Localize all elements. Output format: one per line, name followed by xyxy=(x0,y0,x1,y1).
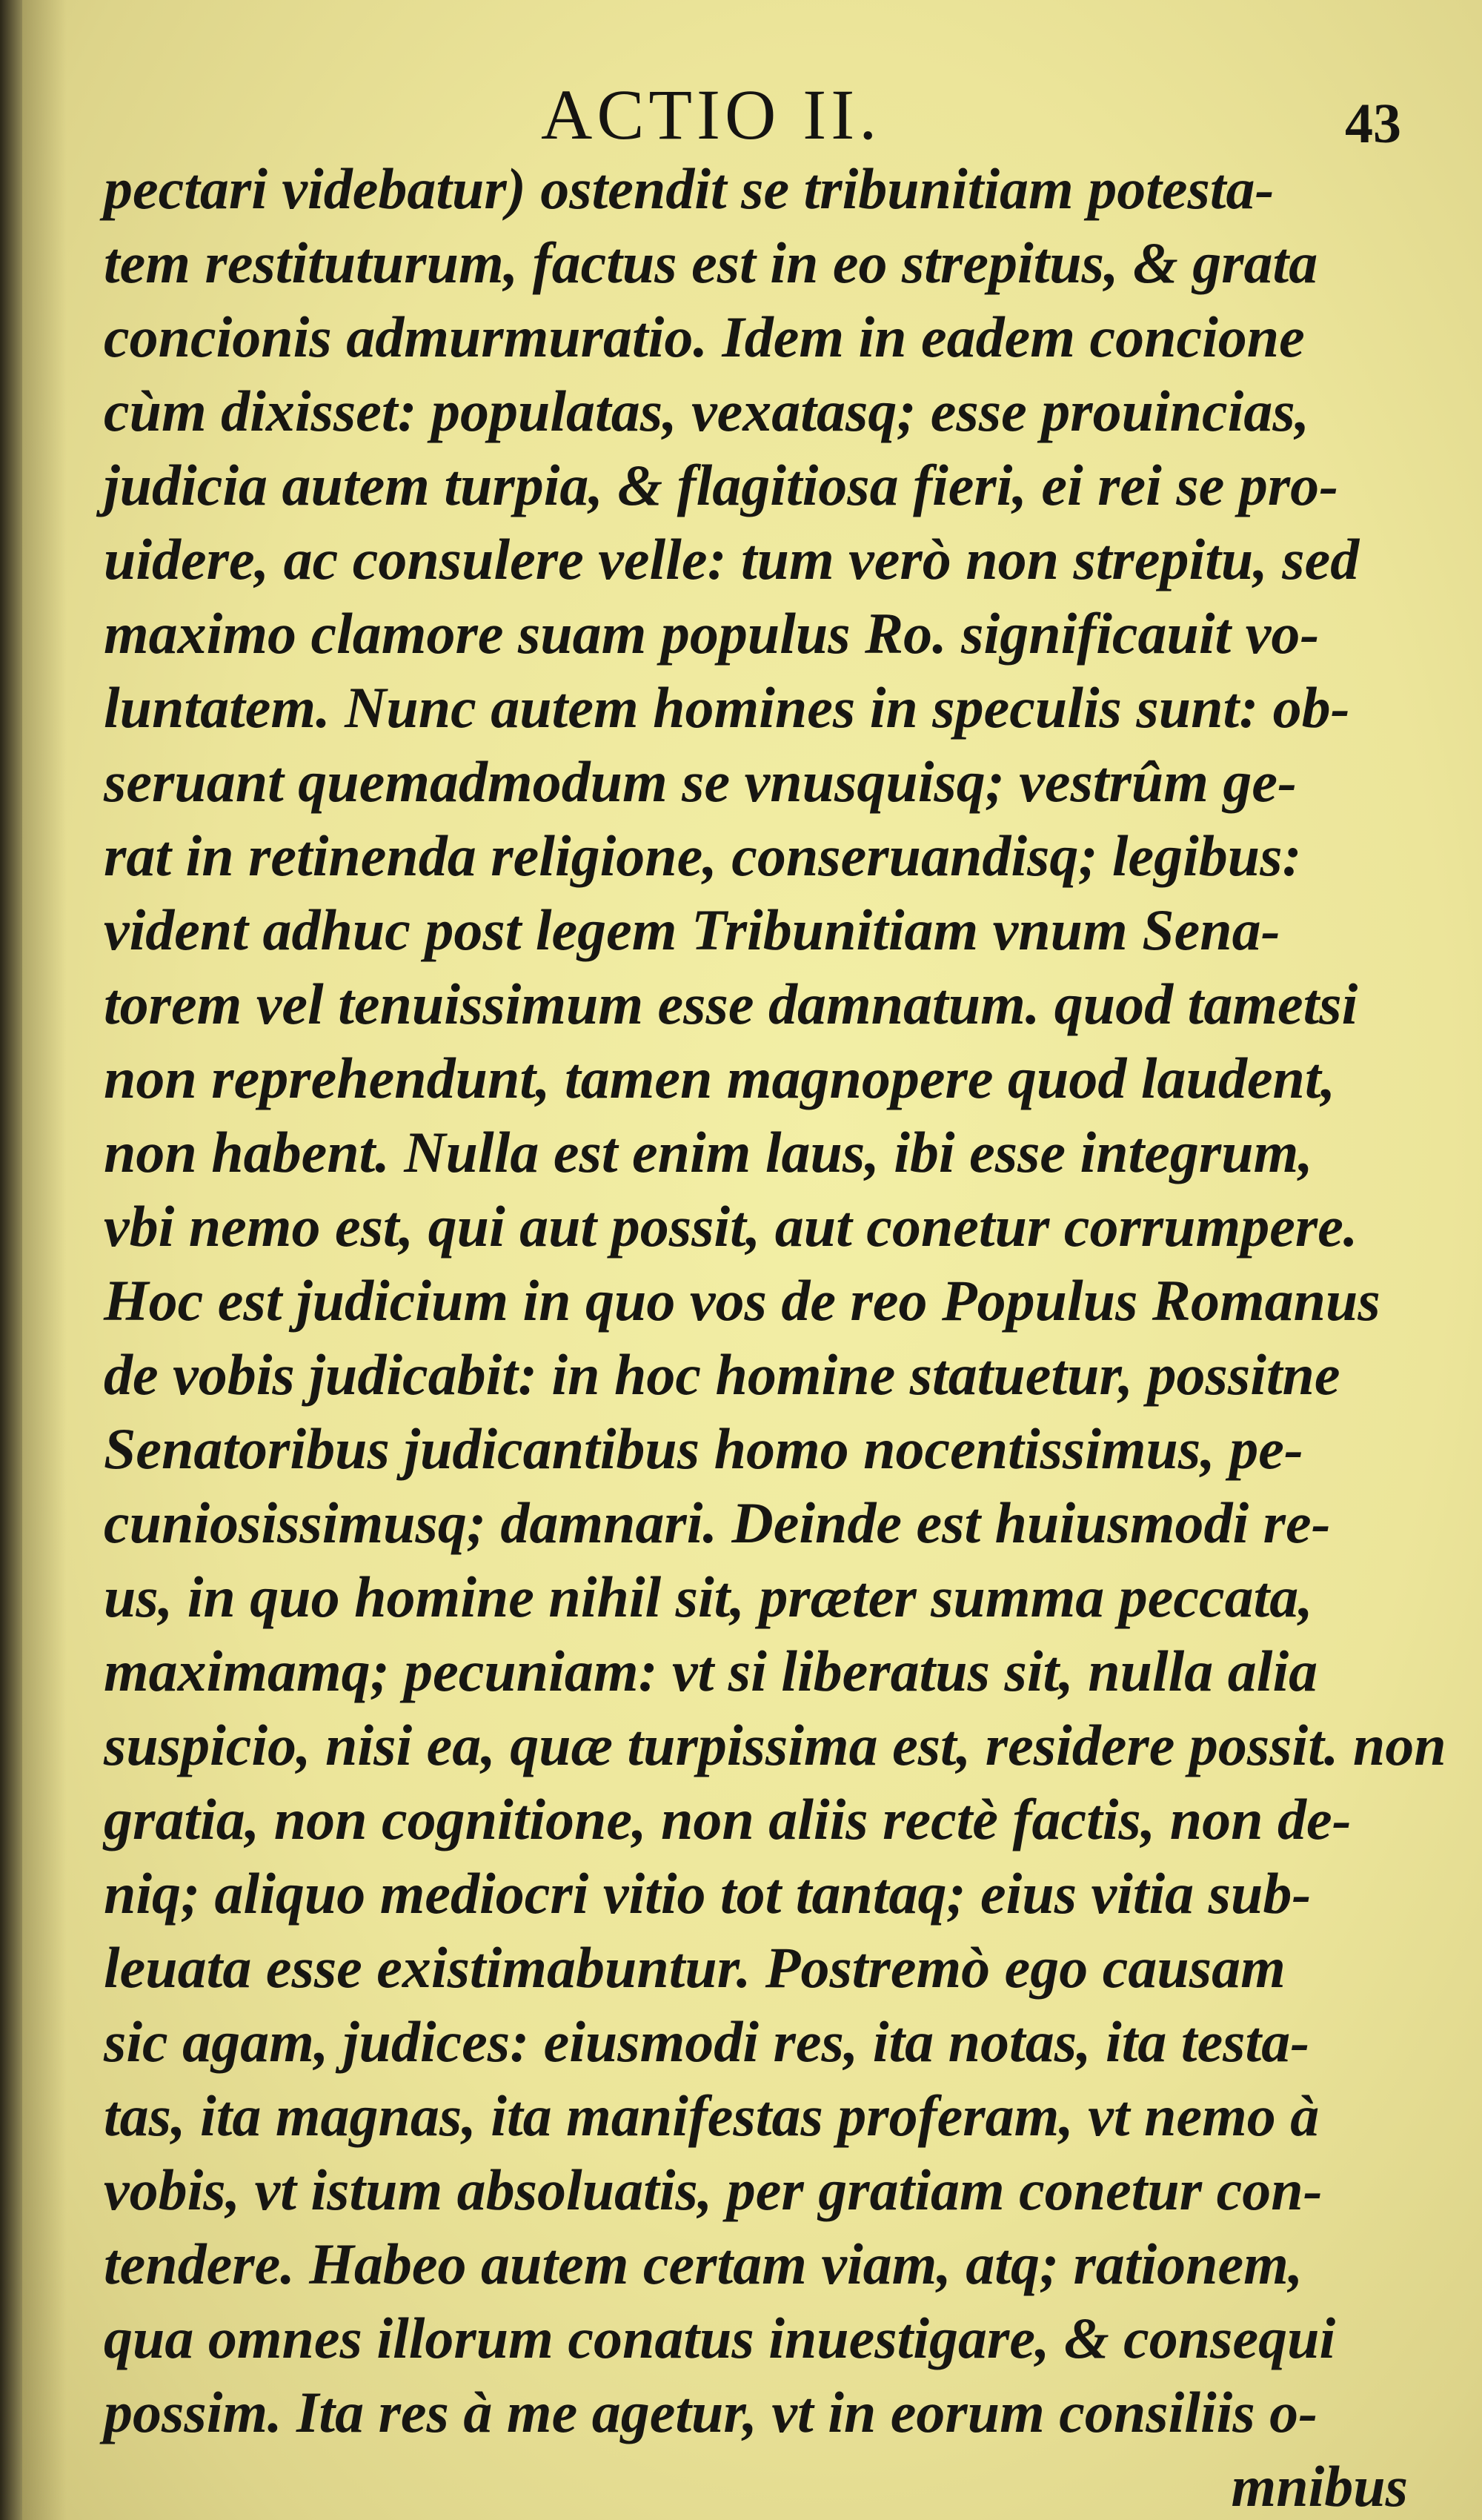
book-page xyxy=(22,0,1482,2520)
text-line: non reprehendunt, tamen magnopere quod laudent, xyxy=(104,1046,1336,1110)
text-line: judicia autem turpia, & flagitiosa fieri, ei rei se pro- xyxy=(104,453,1339,517)
text-line: us, in quo homine nihil sit, præter summa peccata, xyxy=(104,1565,1313,1629)
text-line: gratia, non cognitione, non aliis rectè factis, non de- xyxy=(104,1787,1352,1851)
body-text xyxy=(104,152,1446,2520)
page-header xyxy=(22,70,1482,159)
text-line: tendere. Habeo autem certam viam, atq; rationem, xyxy=(104,2232,1303,2296)
text-line: maximo clamore suam populus Ro. significauit vo- xyxy=(104,601,1320,666)
text-line: vident adhuc post legem Tribunitiam vnum Sena- xyxy=(104,898,1280,962)
text-line: cùm dixisset: populatas, vexatasq; esse prouincias, xyxy=(104,379,1310,443)
text-line: torem vel tenuissimum esse damnatum. quod tametsi xyxy=(104,972,1358,1036)
text-line: suspicio, nisi ea, quæ turpissima est, residere possit. non xyxy=(104,1713,1446,1777)
text-line: vbi nemo est, qui aut possit, aut conetur corrumpere. xyxy=(104,1194,1358,1259)
text-line: seruant quemadmodum se vnusquisq; vestrûm ge- xyxy=(104,749,1297,814)
text-line: leuata esse existimabuntur. Postremò ego causam xyxy=(104,1935,1286,2000)
text-line: luntatem. Nunc autem homines in speculis sunt: ob- xyxy=(104,675,1350,740)
text-line: Senatoribus judicantibus homo nocentissimus, pe- xyxy=(104,1416,1303,1481)
catchword: mnibus xyxy=(1231,2454,1408,2519)
text-line: pectari videbatur) ostendit se tribunitiam potesta- xyxy=(104,156,1275,221)
running-head: ACTIO II. xyxy=(541,75,882,154)
text-line: niq; aliquo mediocri vitio tot tantaq; eius vitia sub- xyxy=(104,1861,1312,1926)
text-line: sic agam, judices: eiusmodi res, ita notas, ita testa- xyxy=(104,2009,1310,2074)
text-line: vobis, vt istum absoluatis, per gratiam conetur con- xyxy=(104,2158,1323,2222)
text-line: uidere, ac consulere velle: tum verò non strepitu, sed xyxy=(104,527,1360,591)
text-line: Hoc est judicium in quo vos de reo Populus Romanus xyxy=(104,1268,1380,1333)
text-line: possim. Ita res à me agetur, vt in eorum consiliis o- xyxy=(104,2380,1318,2444)
text-line: maximamq; pecuniam: vt si liberatus sit, nulla alia xyxy=(104,1639,1318,1703)
text-line: rat in retinenda religione, conseruandisq; legibus: xyxy=(104,823,1302,888)
text-line: concionis admurmuratio. Idem in eadem concione xyxy=(104,305,1305,369)
text-line: non habent. Nulla est enim laus, ibi esse integrum, xyxy=(104,1120,1313,1184)
text-line: tas, ita magnas, ita manifestas proferam, vt nemo à xyxy=(104,2083,1320,2148)
text-line: cuniosissimusq; damnari. Deinde est huiusmodi re- xyxy=(104,1491,1331,1555)
text-line: qua omnes illorum conatus inuestigare, & consequi xyxy=(104,2306,1336,2370)
text-line: tem restituturum, factus est in eo strepitus, & grata xyxy=(104,231,1318,295)
page-number: 43 xyxy=(1345,93,1401,155)
text-line: de vobis judicabit: in hoc homine statuetur, possitne xyxy=(104,1342,1340,1407)
